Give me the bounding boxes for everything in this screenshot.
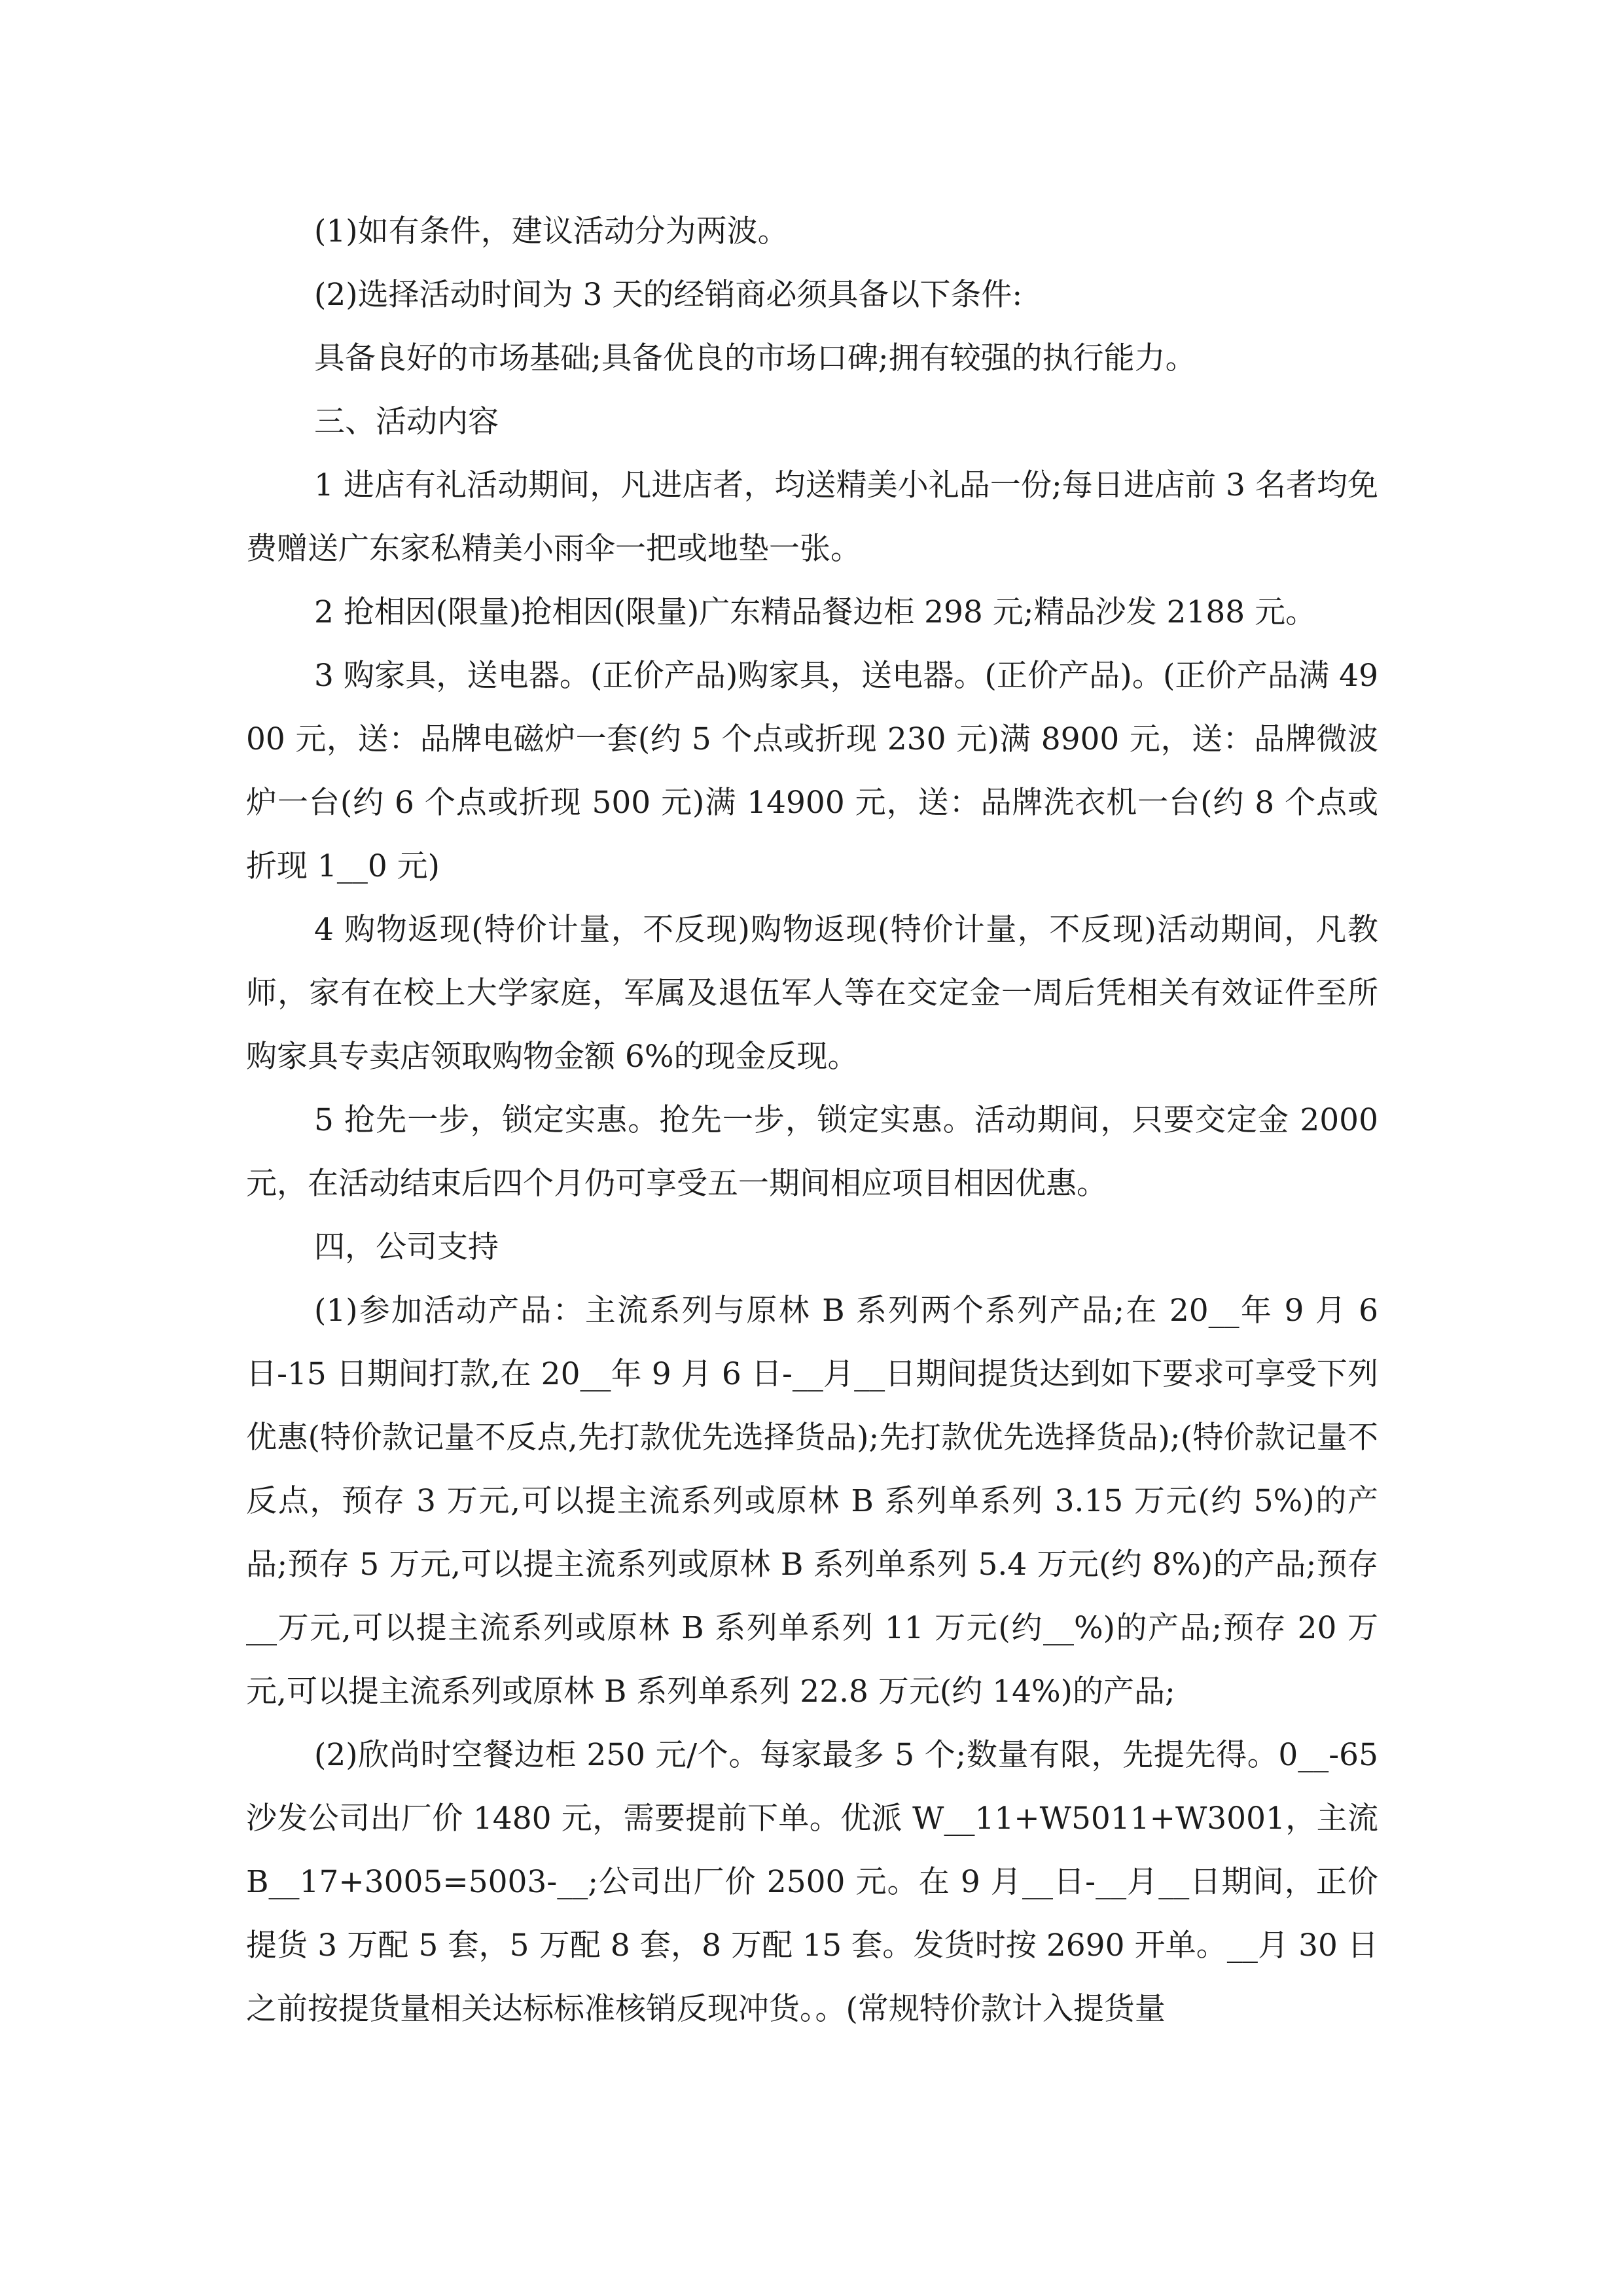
paragraph-support-2: (2)欣尚时空餐边柜 250 元/个。每家最多 5 个;数量有限，先提先得。0__-65 沙发公司出厂价 1480 元，需要提前下单。优派 W__11+W5011+W3001，主流 B__17+3005=5003-__;公司出厂价 2500 元。在 9 月__日-__月__日期间，正价提货 3 万配 5 套，5 万配 8 套，8 万配 15 套。发货时按 2690 开单。__月 30 日之前按提货量相关达标标准核销反现冲货。。(常规特价款计入提货量	[246, 1737, 1378, 2027]
paragraph-condition-1: (1)如有条件，建议活动分为两波。	[314, 213, 789, 249]
paragraph-item-1-gift: 1 进店有礼活动期间，凡进店者，均送精美小礼品一份;每日进店前 3 名者均免费赠送广东家私精美小雨伞一把或地垫一张。	[246, 467, 1378, 567]
document-body	[246, 200, 1378, 2041]
paragraph-condition-2: (2)选择活动时间为 3 天的经销商必须具备以下条件:	[314, 277, 1023, 313]
paragraph-support-1: (1)参加活动产品：主流系列与原林 B 系列两个系列产品;在 20__年 9 月 6 日-15 日期间打款,在 20__年 9 月 6 日-__月__日期间提货达到如下要求可享受下列优惠(特价款记量不反点,先打款优先选择货品);先打款优先选择货品);(特价款记量不反点，预存 3 万元,可以提主流系列或原林 B 系列单系列 3.15 万元(约 5%)的产品;预存 5 万元,可以提主流系列或原林 B 系列单系列 5.4 万元(约 8%)的产品;预存__万元,可以提主流系列或原林 B 系列单系列 11 万元(约__%)的产品;预存 20 万元,可以提主流系列或原林 B 系列单系列 22.8 万元(约 14%)的产品;	[246, 1293, 1378, 1710]
section-heading-activity-content: 三、活动内容	[314, 404, 499, 440]
paragraph-item-4-cashback: 4 购物返现(特价计量，不反现)购物返现(特价计量，不反现)活动期间，凡教师，家有在校上大学家庭，军属及退伍军人等在交定金一周后凭相关有效证件至所购家具专卖店领取购物金额 6%的现金反现。	[246, 912, 1378, 1075]
paragraph-item-3-appliances: 3 购家具，送电器。(正价产品)购家具，送电器。(正价产品)。(正价产品满 4900 元，送：品牌电磁炉一套(约 5 个点或折现 230 元)满 8900 元，送：品牌微波炉一台(约 6 个点或折现 500 元)满 14900 元，送：品牌洗衣机一台(约 8 个点或折现 1__0 元)	[246, 658, 1378, 884]
paragraph-requirements: 具备良好的市场基础;具备优良的市场口碑;拥有较强的执行能力。	[314, 340, 1196, 376]
section-heading-company-support: 四，公司支持	[314, 1229, 499, 1265]
paragraph-item-5-deposit: 5 抢先一步，锁定实惠。抢先一步，锁定实惠。活动期间，只要交定金 2000 元，在活动结束后四个月仍可享受五一期间相应项目相因优惠。	[246, 1102, 1378, 1202]
paragraph-item-2-limited: 2 抢相因(限量)抢相因(限量)广东精品餐边柜 298 元;精品沙发 2188 元。	[314, 594, 1317, 630]
